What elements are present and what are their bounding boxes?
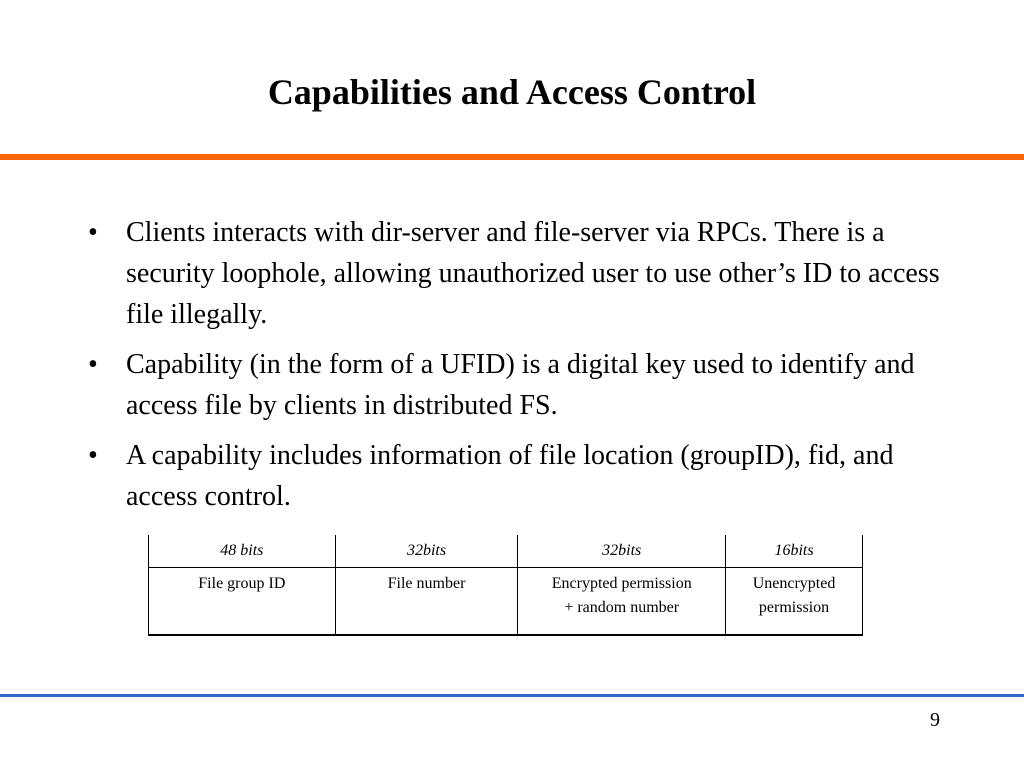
cell-text: File number	[387, 575, 466, 592]
capability-format-table	[148, 535, 863, 636]
cell-text: File group ID	[198, 575, 286, 592]
table-header-cell: 16bits	[726, 535, 863, 568]
bullet-item	[88, 435, 948, 517]
bullet-list	[88, 212, 948, 526]
cell-text: Unencrypted	[752, 575, 836, 592]
table-row	[149, 568, 863, 636]
bullet-item	[88, 212, 948, 335]
page-number: 9	[930, 709, 940, 731]
bullet-marker: •	[88, 217, 98, 248]
footer-divider	[0, 694, 1024, 697]
table-cell	[726, 568, 863, 636]
table-cell	[335, 568, 518, 636]
table-header-row	[149, 535, 863, 568]
bullet-text: A capability includes information of file location (groupID), fid, and access control.	[126, 440, 894, 512]
bullet-text: Clients interacts with dir-server and file-server via RPCs. There is a security loophole, allowing unauthorized user to use other’s ID to access file illegally.	[126, 217, 940, 330]
cell-text: permission	[758, 599, 830, 616]
table-header-cell: 32bits	[335, 535, 518, 568]
cell-text: + random number	[564, 599, 680, 616]
bullet-item	[88, 344, 948, 426]
table-cell	[149, 568, 336, 636]
table-header-cell: 48 bits	[149, 535, 336, 568]
bullet-marker: •	[88, 440, 98, 471]
slide-title: Capabilities and Access Control	[267, 72, 757, 112]
bullet-text: Capability (in the form of a UFID) is a digital key used to identify and access file by clients in distributed FS.	[126, 349, 915, 421]
table-header-cell: 32bits	[518, 535, 726, 568]
bullet-marker: •	[88, 349, 98, 380]
title-divider	[0, 154, 1024, 160]
cell-text: Encrypted permission	[551, 575, 692, 592]
table-cell	[518, 568, 726, 636]
